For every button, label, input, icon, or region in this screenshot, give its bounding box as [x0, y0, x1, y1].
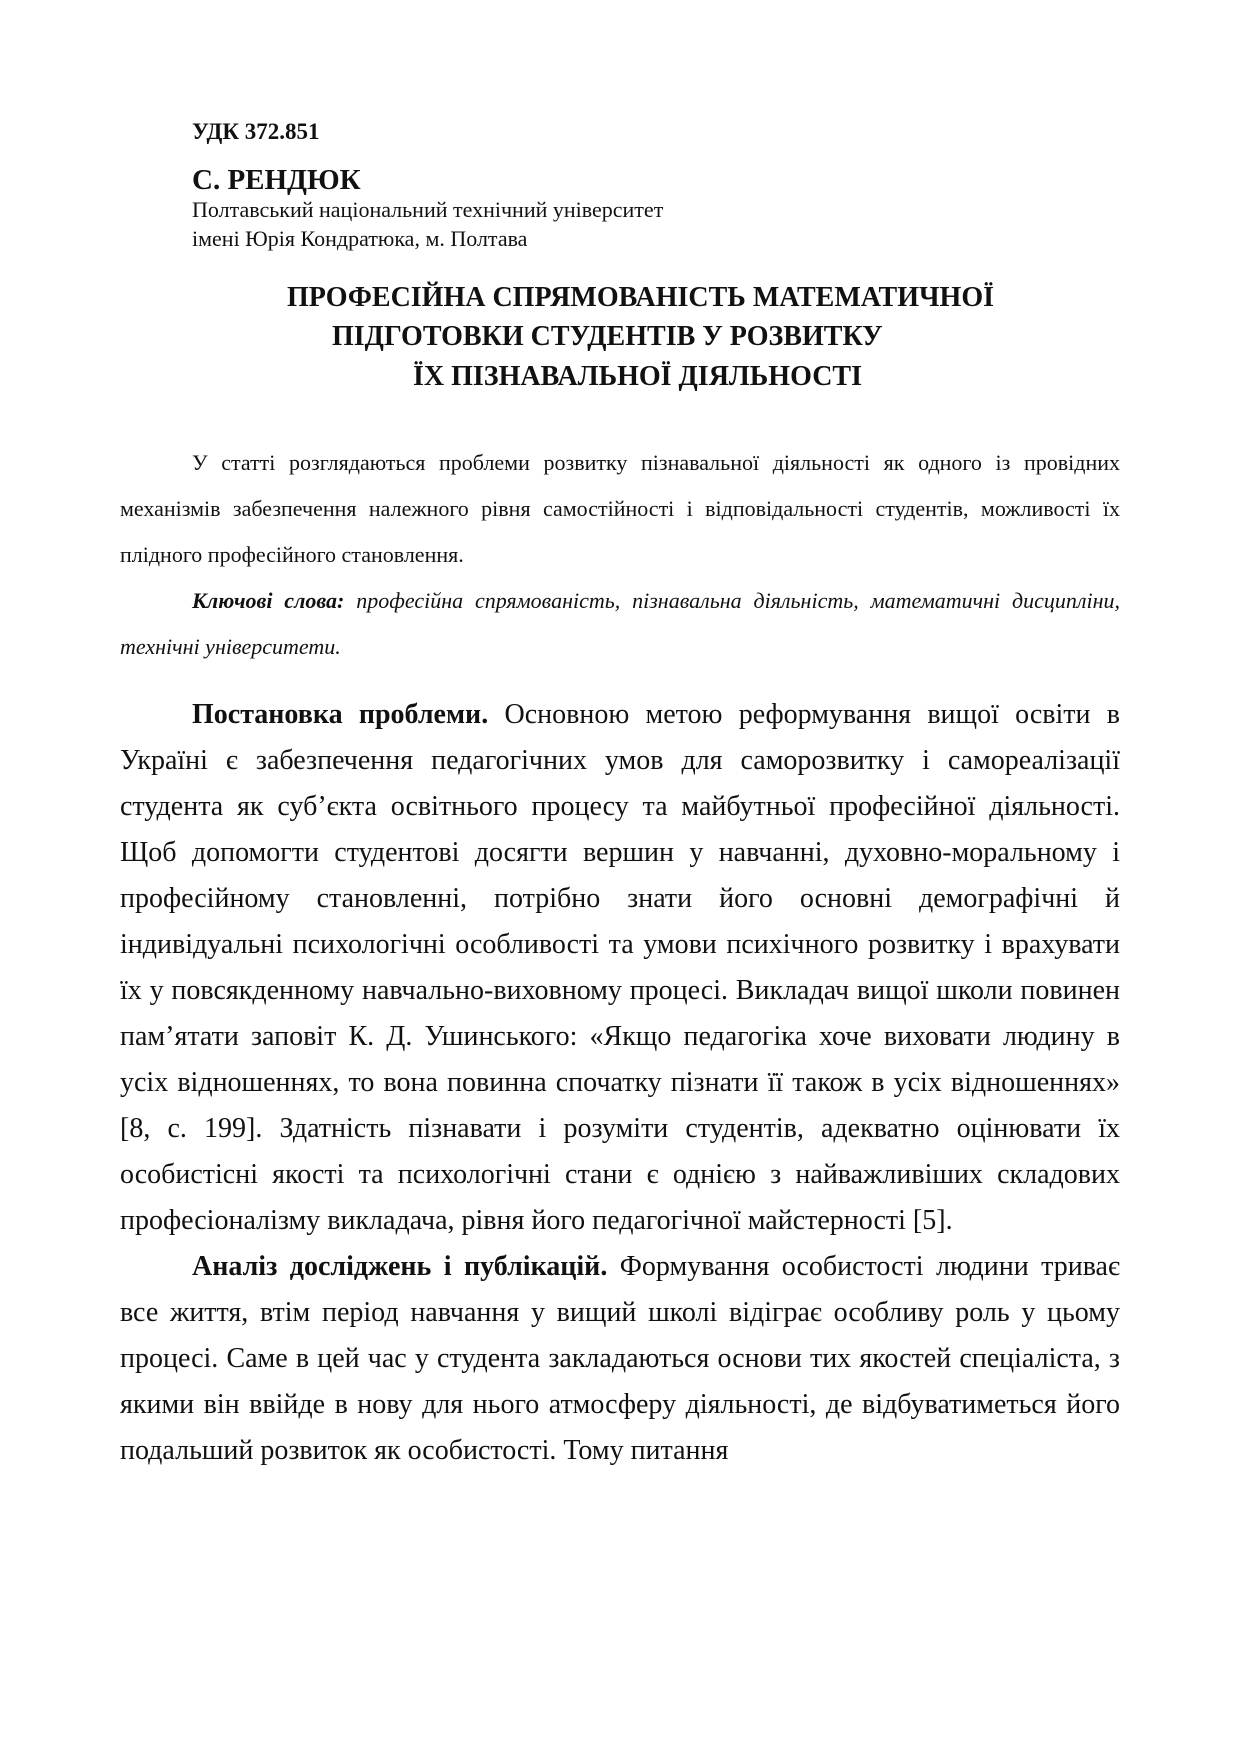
keywords-text: професійна спрямованість, пізнавальна діяльність, математичні дисципліни, технічні університети.: [120, 588, 1121, 659]
section-literature-review: [120, 1244, 1120, 1474]
article-title-line-3: ЇХ ПІЗНАВАЛЬНОЇ ДІЯЛЬНОСТІ: [413, 361, 862, 392]
section-text: Формування особистості людини триває все життя, втім період навчання у вищий школі відіграє особливу роль у цьому процесі. Саме в цей час у студента закладаються основи тих якостей спеціаліста, з якими він ввійде в нову для нього атмосферу діяльності, де відбуватиметься його подальший розвиток як особистості. Тому питання: [120, 1251, 1120, 1466]
article-title-line-1: ПРОФЕСІЙНА СПРЯМОВАНІСТЬ МАТЕМАТИЧНОЇ: [287, 282, 994, 313]
abstract-block: [120, 440, 1120, 670]
abstract-text: У статті розглядаються проблеми розвитку пізнавальної діяльності як одного із провідних механізмів забезпечення належного рівня самостійності і відповідальності студентів, можливості їх плідного професійного становлення.: [120, 450, 1120, 567]
section-heading: Постановка проблеми.: [192, 699, 489, 730]
affiliation-line-2: імені Юрія Кондратюка, м. Полтава: [192, 226, 528, 251]
affiliation-line-1: Полтавський національний технічний університет: [192, 197, 664, 222]
udk-code: УДК 372.851: [192, 119, 320, 144]
author-name: С. РЕНДЮК: [192, 164, 361, 196]
section-text: Основною метою реформування вищої освіти в Україні є забезпечення педагогічних умов для саморозвитку і самореалізації студента як суб’єкта освітнього процесу та майбутньої професійної діяльності. Щоб допомогти студентові досягти вершин у навчанні, духовно-моральному і професійному становленні, потрібно знати його основні демографічні й індивідуальні психологічні особливості та умови психічного розвитку і врахувати їх у повсякденному навчально-виховному процесі. Викладач вищої школи повинен пам’ятати заповіт К. Д. Ушинського: «Якщо педагогіка хоче виховати людину в усіх відношеннях, то вона повинна спочатку пізнати її також в усіх відношеннях» [8, с. 199]. Здатність пізнавати і розуміти студентів, адекватно оцінювати їх особистісні якості та психологічні стани є однією з найважливіших складових професіоналізму викладача, рівня його педагогічної майстерності [5].: [120, 699, 1121, 1236]
keywords-label: Ключові слова:: [192, 588, 345, 613]
section-problem-statement: [120, 692, 1120, 1244]
article-body: [120, 692, 1120, 1474]
article-title-line-2: ПІДГОТОВКИ СТУДЕНТІВ У РОЗВИТКУ: [332, 321, 883, 352]
section-heading: Аналіз досліджень і публікацій.: [192, 1251, 608, 1282]
keywords-paragraph: [120, 578, 1120, 670]
